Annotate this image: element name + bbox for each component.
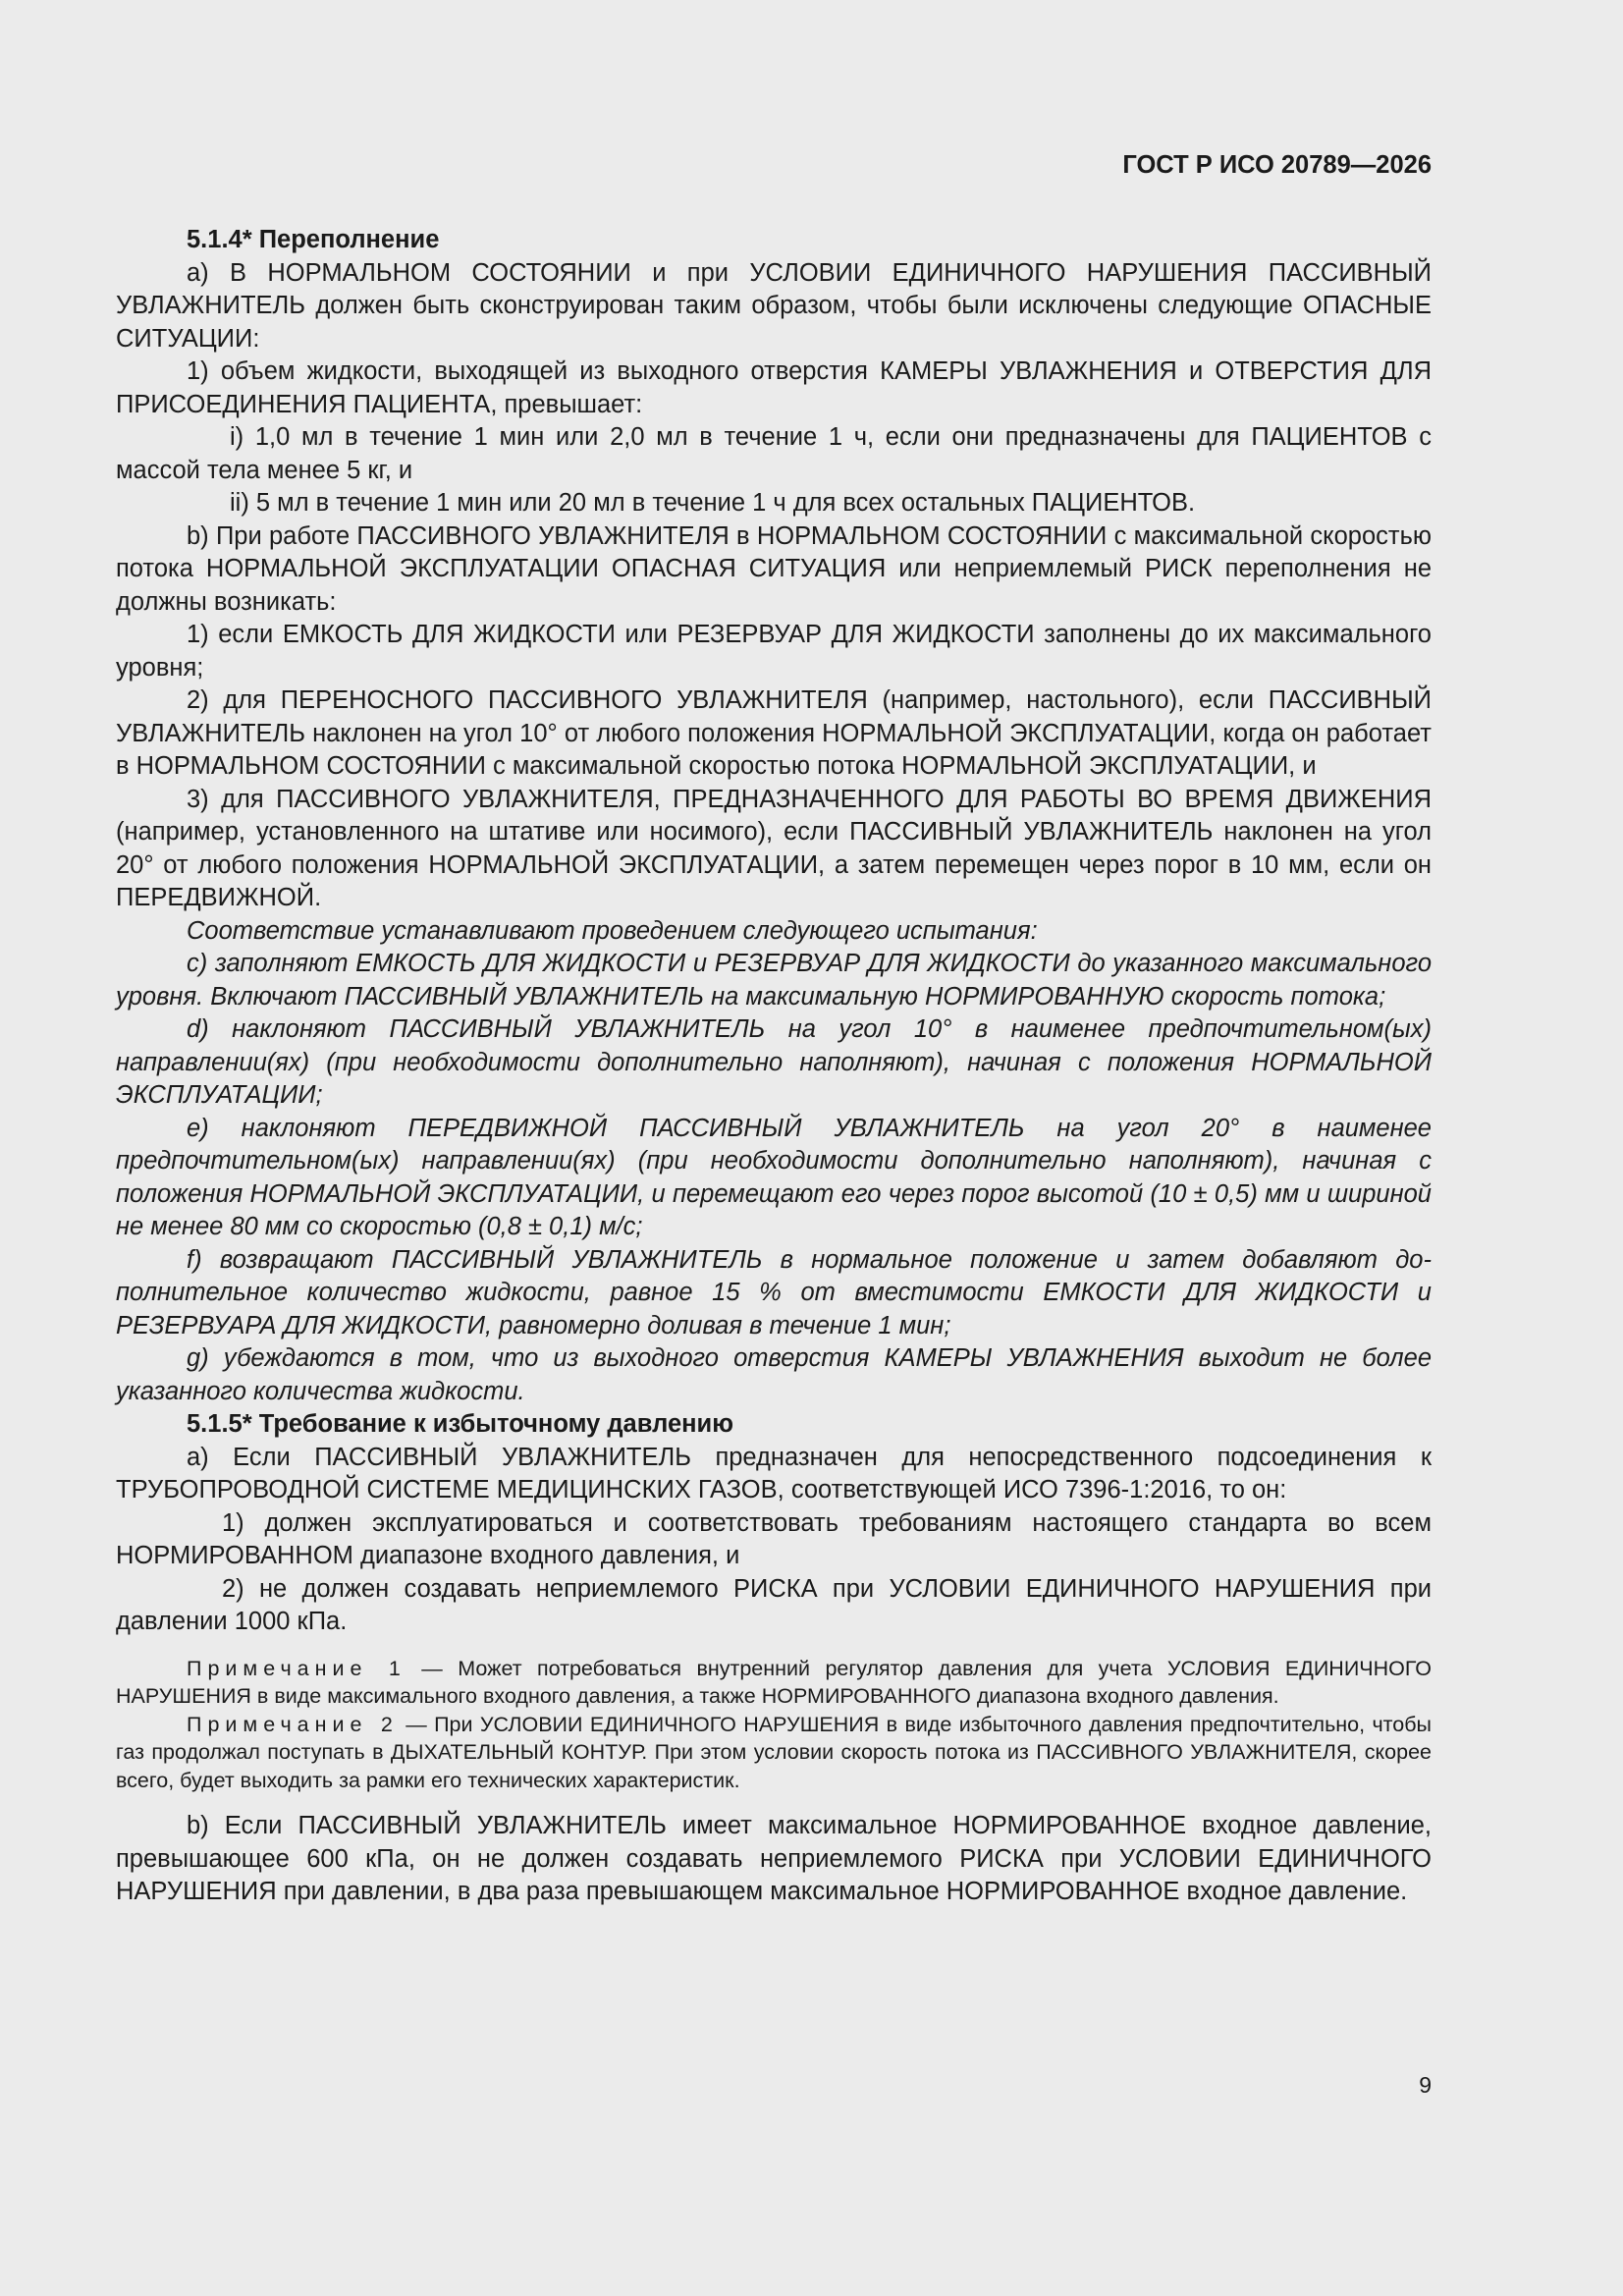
test-intro: Соответствие устанавливают проведением следующего испытания:: [187, 916, 1038, 945]
test-step-d: d) наклоняют ПАССИВНЫЙ УВЛАЖНИТЕЛЬ на угол 10° в наименее предпочтительном(ых) направлении(ях) (при необходимости дополнительно наполняют), начиная с положения НОРМАЛЬНОЙ ЭКСПЛУАТАЦИИ;: [116, 1015, 1432, 1109]
clause-5-1-4-b-1: 1) если ЕМКОСТЬ ДЛЯ ЖИДКОСТИ или РЕЗЕРВУАР ДЛЯ ЖИДКОСТИ заполнены до их максимального уровня;: [116, 621, 1432, 682]
clause-5-1-4-a-1-i: i) 1,0 мл в течение 1 мин или 2,0 мл в течение 1 ч, если они предназначены для ПАЦИЕНТОВ с массой тела менее 5 кг, и: [116, 423, 1432, 484]
note-2-text: — При УСЛОВИИ ЕДИНИЧНОГО НАРУШЕНИЯ в виде избыточного давления предпочтительно, чтобы газ продолжал поступать в ДЫХАТЕЛЬНЫЙ КОНТУР. При этом условии скорость потока из ПАССИВНОГО УВЛАЖНИТЕЛЯ, скорее всего, будет выходить за рамки его технических характеристик.: [116, 1712, 1432, 1792]
clause-5-1-5-b: b) Если ПАССИВНЫЙ УВЛАЖНИТЕЛЬ имеет максимальное НОРМИРОВАННОЕ входное давление, превышающее 600 кПа, он не должен создавать неприемлемого РИСКА при УСЛОВИИ ЕДИНИЧНОГО НАРУШЕНИЯ при давлении, в два раза превышающем максимальное НОРМИРОВАННОЕ входное давление.: [116, 1812, 1432, 1905]
page-number: 9: [1419, 2072, 1432, 2098]
clause-5-1-5-a-2: 2) не должен создавать неприемлемого РИСКА при УСЛОВИИ ЕДИНИЧНОГО НАРУШЕНИЯ при давлении 1000 кПа.: [116, 1574, 1432, 1635]
clause-5-1-4-a: а) В НОРМАЛЬНОМ СОСТОЯНИИ и при УСЛОВИИ ЕДИНИЧНОГО НАРУШЕНИЯ ПАССИВНЫЙ УВЛАЖНИТЕЛЬ должен быть сконструирован таким образом, чтобы были исключены следующие ОПАСНЫЕ СИТУАЦИИ:: [116, 258, 1432, 353]
spacer: [116, 1794, 1432, 1810]
note-1-text: — Может потребоваться внутренний регулятор давления для учета УСЛОВИЯ ЕДИНИЧНОГО НАРУШЕНИЯ в виде максимального входного давления, а также НОРМИРОВАННОГО диапазона входного давления.: [116, 1656, 1433, 1708]
clause-5-1-5-a: а) Если ПАССИВНЫЙ УВЛАЖНИТЕЛЬ предназначен для непосредственного подсоединения к ТРУБОПРОВОДНОЙ СИСТЕМЕ МЕДИЦИНСКИХ ГАЗОВ, соответствующей ИСО 7396-1:2016, то он:: [116, 1443, 1432, 1503]
clause-5-1-4-b-2: 2) для ПЕРЕНОСНОГО ПАССИВНОГО УВЛАЖНИТЕЛЯ (например, настольного), если ПАССИВНЫЙ УВЛАЖНИТЕЛЬ наклонен на угол 10° от любого положения НОРМАЛЬНОЙ ЭКСПЛУАТАЦИИ, когда он работает в НОРМАЛЬНОМ СОСТОЯНИИ с максимальной скоростью потока НОРМАЛЬНОЙ ЭКСПЛУАТАЦИИ, и: [116, 686, 1432, 780]
section-heading-5-1-4: 5.1.4* Переполнение: [187, 226, 440, 253]
note-1-label: Примечание 1: [187, 1656, 406, 1680]
note-1: [116, 1655, 1432, 1711]
section-heading-5-1-5: 5.1.5* Требование к избыточному давлению: [187, 1410, 733, 1438]
test-step-e: е) наклоняют ПЕРЕДВИЖНОЙ ПАССИВНЫЙ УВЛАЖНИТЕЛЬ на угол 20° в наименее предпочтительном(ых) направлении(ях) (при необходимости дополнительно наполняют), начиная с положения НОРМАЛЬНОЙ ЭКСПЛУАТАЦИИ, и перемещают его через порог высотой (10 ± 0,5) мм и шириной не менее 80 мм со скоростью (0,8 ± 0,1) м/с;: [116, 1114, 1432, 1240]
test-step-g: g) убеждаются в том, что из выходного отверстия КАМЕРЫ УВЛАЖНЕНИЯ выходит не более указанного количества жидкости.: [116, 1344, 1432, 1405]
clause-5-1-4-a-1-ii: ii) 5 мл в течение 1 мин или 20 мл в течение 1 ч для всех остальных ПАЦИЕНТОВ.: [230, 489, 1196, 517]
note-2-label: Примечание 2: [187, 1712, 399, 1736]
test-step-f: f) возвращают ПАССИВНЫЙ УВЛАЖНИТЕЛЬ в нормальное положение и затем добавляют дополнительное количество жидкости, равное 15 % от вместимости ЕМКОСТИ ДЛЯ ЖИДКОСТИ и РЕЗЕРВУАРА ДЛЯ ЖИДКОСТИ, равномерно доливая в течение 1 мин;: [116, 1245, 1432, 1339]
document-body: [116, 224, 1432, 1909]
clause-5-1-4-a-1: 1) объем жидкости, выходящей из выходного отверстия КАМЕРЫ УВЛАЖНЕНИЯ и ОТВЕРСТИЯ ДЛЯ ПРИСОЕДИНЕНИЯ ПАЦИЕНТА, превышает:: [116, 357, 1432, 418]
clause-5-1-5-a-1: 1) должен эксплуатироваться и соответствовать требованиям настоящего стандарта во всем НОРМИРОВАННОМ диапазоне входного давления, и: [116, 1508, 1432, 1569]
test-step-c: с) заполняют ЕМКОСТЬ ДЛЯ ЖИДКОСТИ и РЕЗЕРВУАР ДЛЯ ЖИДКОСТИ до указанного максимального уровня. Включают ПАССИВНЫЙ УВЛАЖНИТЕЛЬ на максимальную НОРМИРОВАННУЮ скорость потока;: [116, 950, 1432, 1011]
clause-5-1-4-b: b) При работе ПАССИВНОГО УВЛАЖНИТЕЛЯ в НОРМАЛЬНОМ СОСТОЯНИИ с максимальной скоростью потока НОРМАЛЬНОЙ ЭКСПЛУАТАЦИИ ОПАСНАЯ СИТУАЦИЯ или неприемлемый РИСК переполнения не должны возникать:: [116, 521, 1432, 616]
spacer: [116, 1639, 1432, 1655]
document-code-header: ГОСТ Р ИСО 20789—2026: [1122, 151, 1432, 179]
clause-5-1-4-b-3: 3) для ПАССИВНОГО УВЛАЖНИТЕЛЯ, ПРЕДНАЗНАЧЕННОГО ДЛЯ РАБОТЫ ВО ВРЕМЯ ДВИЖЕНИЯ (например, установленного на штативе или носимого), если ПАССИВНЫЙ УВЛАЖНИТЕЛЬ наклонен на угол 20° от любого положения НОРМАЛЬНОЙ ЭКСПЛУАТАЦИИ, а затем перемещен через порог в 10 мм, если он ПЕРЕДВИЖНОЙ.: [116, 785, 1432, 911]
note-2: [116, 1711, 1432, 1795]
